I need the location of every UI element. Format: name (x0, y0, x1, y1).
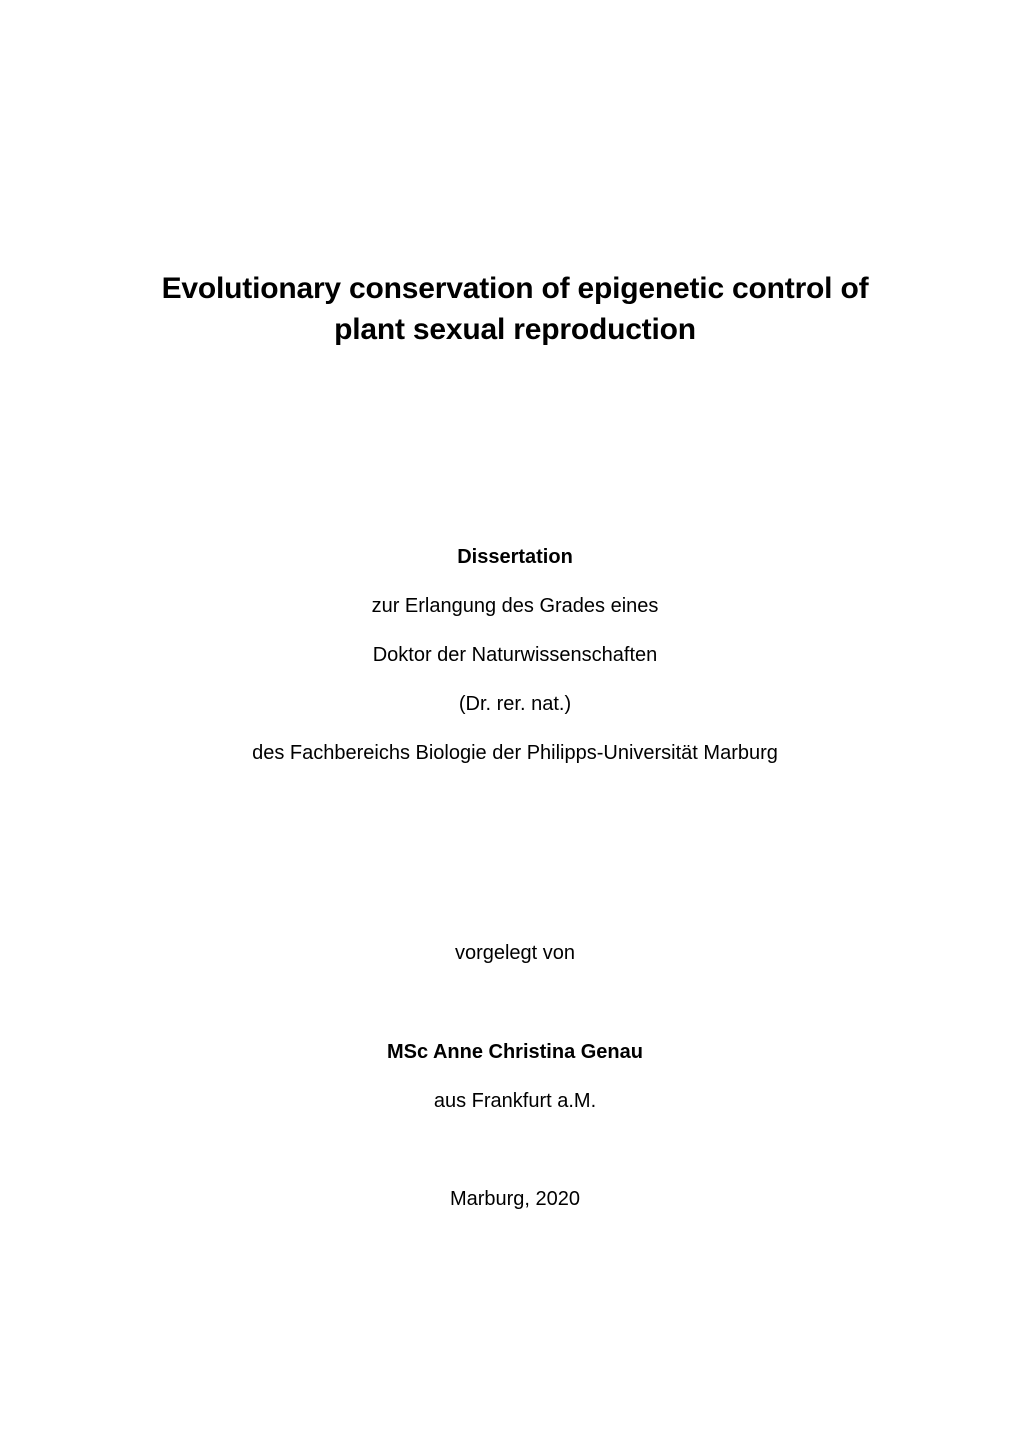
degree-line-1: zur Erlangung des Grades eines (371, 595, 659, 617)
author-origin: aus Frankfurt a.M. (433, 1090, 597, 1112)
place-and-date: Marburg, 2020 (449, 1188, 581, 1210)
thesis-title-line-2: plant sexual reproduction (334, 313, 696, 346)
submitted-by-label: vorgelegt von (454, 942, 576, 964)
thesis-title-line-1: Evolutionary conservation of epigenetic control of (161, 272, 869, 305)
degree-line-2: Doktor der Naturwissenschaften (372, 644, 658, 666)
author-name: MSc Anne Christina Genau (387, 1041, 643, 1063)
document-type-label: Dissertation (457, 546, 573, 568)
degree-line-4: des Fachbereichs Biologie der Philipps-Universität Marburg (252, 742, 778, 764)
degree-line-3: (Dr. rer. nat.) (458, 693, 572, 715)
